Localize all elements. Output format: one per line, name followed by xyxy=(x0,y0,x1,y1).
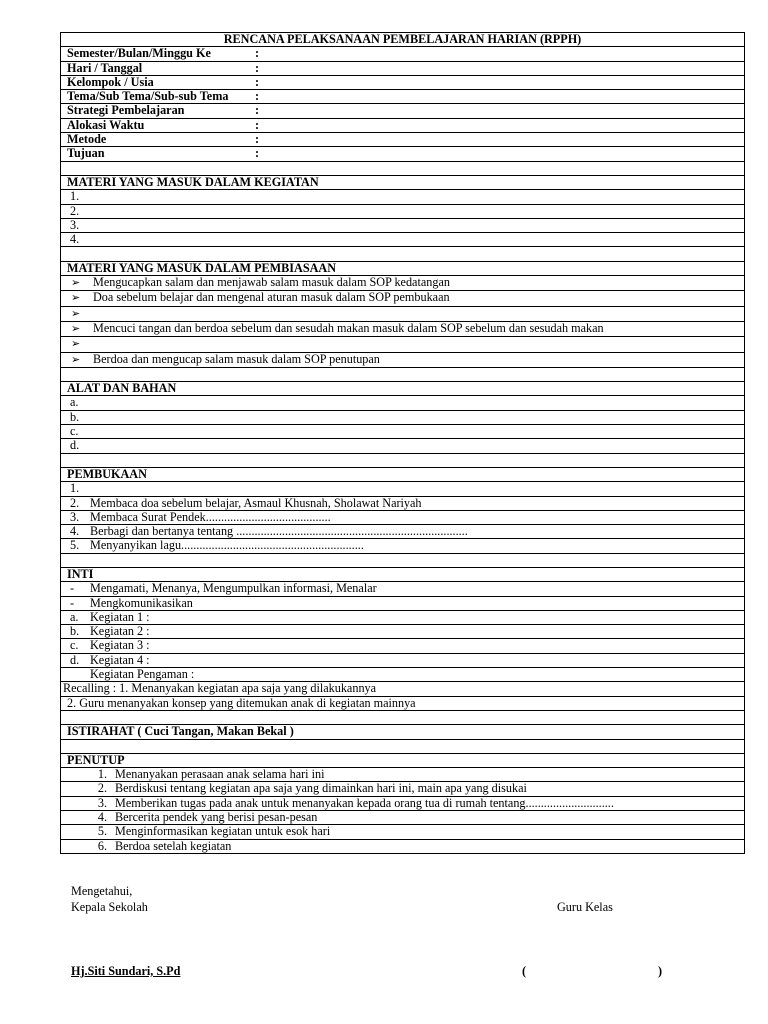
section-heading-materi-kegiatan: MATERI YANG MASUK DALAM KEGIATAN xyxy=(61,175,745,189)
spacer-row xyxy=(61,710,745,724)
list-item: 4. Bercerita pendek yang berisi pesan-pesan xyxy=(61,811,745,825)
list-item: 5. Menginformasikan kegiatan untuk esok hari xyxy=(61,825,745,839)
spacer-row xyxy=(61,161,745,175)
list-item: ➢ Mencuci tangan dan berdoa sebelum dan sesudah makan masuk dalam SOP sebelum dan sesudah makan xyxy=(61,321,745,336)
list-item: a. Kegiatan 1 : xyxy=(61,610,745,624)
list-item: b. Kegiatan 2 : xyxy=(61,625,745,639)
arrow-bullet-icon: ➢ xyxy=(71,277,81,290)
spacer-row xyxy=(61,739,745,753)
list-item: 6. Berdoa setelah kegiatan xyxy=(61,839,745,853)
list-item: 2. Membaca doa sebelum belajar, Asmaul Khusnah, Sholawat Nariyah xyxy=(61,496,745,510)
list-item: 1. Menanyakan perasaan anak selama hari ini xyxy=(61,768,745,782)
section-heading-penutup: PENUTUP xyxy=(61,753,745,767)
list-item: 3. Membaca Surat Pendek......................................... xyxy=(61,510,745,524)
arrow-bullet-icon: ➢ xyxy=(71,353,81,366)
spacer-row xyxy=(61,247,745,261)
section-heading-istirahat: ISTIRAHAT ( Cuci Tangan, Makan Bekal ) xyxy=(61,725,745,739)
section-heading-materi-pembiasaan: MATERI YANG MASUK DALAM PEMBIASAAN xyxy=(61,261,745,275)
list-item: ➢ Berdoa dan mengucap salam masuk dalam SOP penutupan xyxy=(61,352,745,367)
list-item: b. xyxy=(61,410,745,424)
identity-row: Kelompok / Usia : xyxy=(61,75,745,89)
list-item: d. xyxy=(61,439,745,453)
list-item: 3. xyxy=(61,218,745,232)
list-item: d. Kegiatan 4 : xyxy=(61,653,745,667)
list-item: 4. Berbagi dan bertanya tentang ............................................................................ xyxy=(61,525,745,539)
arrow-bullet-icon: ➢ xyxy=(71,338,81,351)
guru-kelas-title: Guru Kelas xyxy=(557,900,613,914)
list-item: - Mengamati, Menanya, Mengumpulkan informasi, Menalar xyxy=(61,582,745,596)
mengetahui-label: Mengetahui, xyxy=(71,884,133,898)
arrow-bullet-icon: ➢ xyxy=(71,292,81,305)
section-heading-inti: INTI xyxy=(61,567,745,581)
arrow-bullet-icon: ➢ xyxy=(71,307,81,320)
list-item xyxy=(61,337,745,352)
list-item: 2. xyxy=(61,204,745,218)
list-item: a. xyxy=(61,396,745,410)
section-heading-pembukaan: PEMBUKAAN xyxy=(61,467,745,481)
list-item: 2. Berdiskusi tentang kegiatan apa saja yang dimainkan hari ini, main apa yang disukai xyxy=(61,782,745,796)
arrow-bullet-icon: ➢ xyxy=(71,322,81,335)
identity-row: Tema/Sub Tema/Sub-sub Tema : xyxy=(61,90,745,104)
list-item: - Mengkomunikasikan xyxy=(61,596,745,610)
recalling-row: Recalling : 1. Menanyakan kegiatan apa saja yang dilakukannya xyxy=(61,682,745,696)
identity-row: Semester/Bulan/Minggu Ke : xyxy=(61,47,745,61)
identity-row: Hari / Tanggal : xyxy=(61,61,745,75)
list-item: 4. xyxy=(61,233,745,247)
spacer-row xyxy=(61,553,745,567)
list-item: 1. xyxy=(61,482,745,496)
kepala-sekolah-title: Kepala Sekolah xyxy=(71,900,148,914)
list-item: Kegiatan Pengaman : xyxy=(61,668,745,682)
guru-name-paren-open: ( xyxy=(522,964,527,978)
identity-row: Tujuan : xyxy=(61,147,745,161)
list-item xyxy=(61,306,745,321)
list-item: ➢ Doa sebelum belajar dan mengenal aturan masuk dalam SOP pembukaan xyxy=(61,291,745,306)
rpph-sheet xyxy=(60,32,745,854)
spacer-row xyxy=(61,367,745,381)
kepala-sekolah-name: Hj.Siti Sundari, S.Pd xyxy=(71,964,181,978)
identity-row: Alokasi Waktu : xyxy=(61,118,745,132)
document-title: RENCANA PELAKSANAAN PEMBELAJARAN HARIAN (RPPH) xyxy=(61,33,745,47)
guru-name-paren-close: ) xyxy=(658,964,663,978)
identity-row: Metode : xyxy=(61,133,745,147)
spacer-row xyxy=(61,453,745,467)
rpph-table xyxy=(60,32,745,854)
recalling-row: 2. Guru menanyakan konsep yang ditemukan anak di kegiatan mainnya xyxy=(61,696,745,710)
list-item: c. xyxy=(61,425,745,439)
list-item: 5. Menyanyikan lagu............................................................ xyxy=(61,539,745,553)
identity-row: Strategi Pembelajaran : xyxy=(61,104,745,118)
list-item: 3. Memberikan tugas pada anak untuk menanyakan kepada orang tua di rumah tentang............................. xyxy=(61,796,745,810)
list-item: 1. xyxy=(61,190,745,204)
list-item: c. Kegiatan 3 : xyxy=(61,639,745,653)
list-item: ➢ Mengucapkan salam dan menjawab salam masuk dalam SOP kedatangan xyxy=(61,276,745,291)
section-heading-alat-bahan: ALAT DAN BAHAN xyxy=(61,382,745,396)
